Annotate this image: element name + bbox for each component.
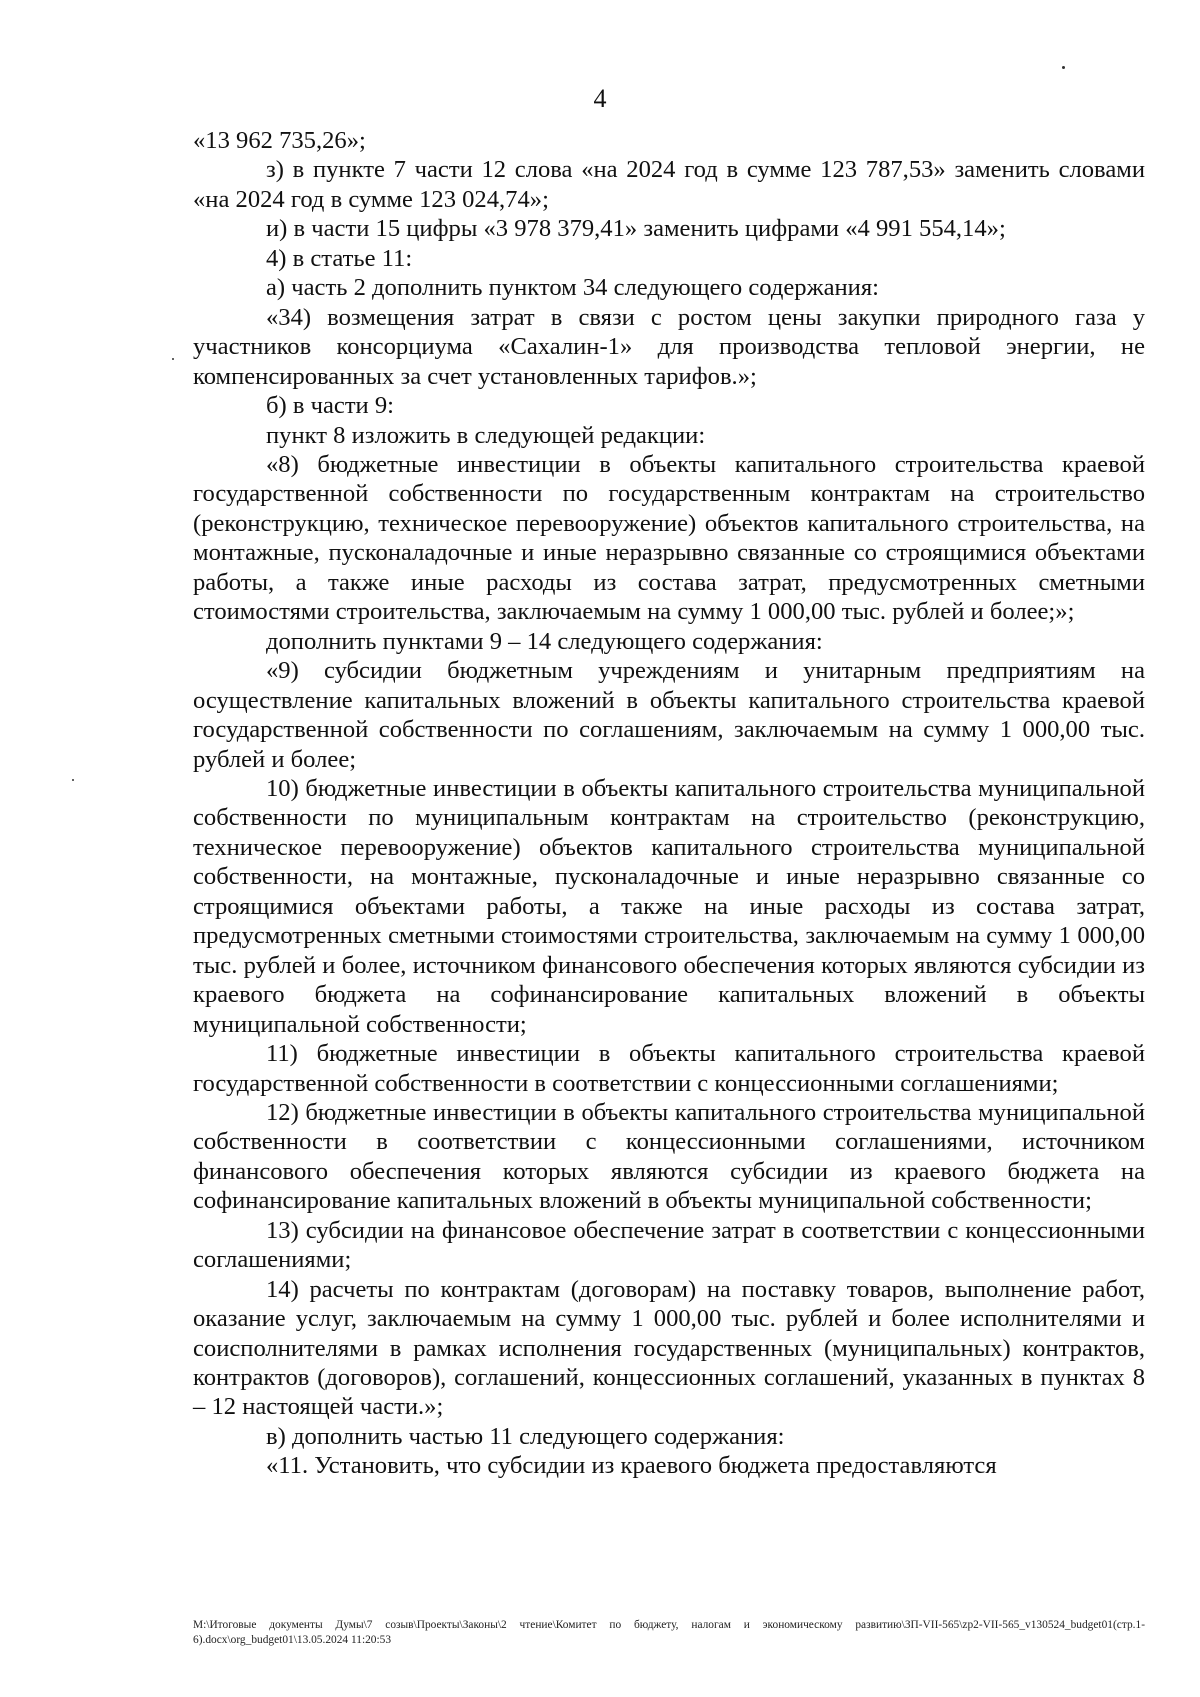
scan-speck [72, 779, 74, 781]
paragraph: дополнить пунктами 9 – 14 следующего содержания: [266, 627, 823, 655]
file-path-footer: M:\Итоговые документы Думы\7 созыв\Проекты\Законы\2 чтение\Комитет по бюджету, налогам и экономическому развитию\ЗП-VII-565\zp2-VII-565_v130524_budget01(стр.1-6).docx\org_budget01\13.05.2024 11:20:53 [193, 1619, 1145, 1646]
paragraph: 4) в статье 11: [266, 244, 413, 272]
paragraph: «8) бюджетные инвестиции в объекты капитального строительства краевой государственной собственности по государственным контрактам на строительство (реконструкцию, техническое перевооружение) объектов капитального строительства, на монтажные, пусконаладочные и иные неразрывно связанные со строящимися объектами работы, а также иные расходы из состава затрат, предусмотренных сметными стоимостями строительства, заключаемым на сумму 1 000,00 тыс. рублей и более;»; [193, 450, 1145, 626]
paragraph: и) в части 15 цифры «3 978 379,41» заменить цифрами «4 991 554,14»; [266, 215, 1006, 243]
paragraph: а) часть 2 дополнить пунктом 34 следующего содержания: [266, 274, 879, 302]
paragraph: «34) возмещения затрат в связи с ростом цены закупки природного газа у участников консорциума «Сахалин-1» для производства тепловой энергии, не компенсированных за счет установленных тарифов.»; [193, 303, 1145, 390]
paragraph: «11. Установить, что субсидии из краевого бюджета предоставляются [266, 1452, 997, 1480]
scan-speck [1062, 66, 1065, 69]
paragraph: 10) бюджетные инвестиции в объекты капитального строительства муниципальной собственности по муниципальным контрактам на строительство (реконструкцию, техническое перевооружение) объектов капитального строительства муниципальной собственности, на монтажные, пусконаладочные и иные неразрывно связанные со строящимися объектами работы, а также на иные расходы из состава затрат, предусмотренных сметными стоимостями строительства, заключаемым на сумму 1 000,00 тыс. рублей и более, источником финансового обеспечения которых являются субсидии из краевого бюджета на софинансирование капитальных вложений в объекты муниципальной собственности; [193, 774, 1145, 1038]
scan-speck [172, 358, 174, 360]
paragraph: «13 962 735,26»; [193, 127, 366, 154]
paragraph: 11) бюджетные инвестиции в объекты капитального строительства краевой государственной собственности в соответствии с концессионными соглашениями; [193, 1040, 1145, 1097]
paragraph: «9) субсидии бюджетным учреждениям и унитарным предприятиям на осуществление капитальных вложений в объекты капитального строительства краевой государственной собственности по соглашениям, заключаемым на сумму 1 000,00 тыс. рублей и более; [193, 657, 1145, 773]
paragraph: пункт 8 изложить в следующей редакции: [266, 421, 706, 449]
paragraph: 12) бюджетные инвестиции в объекты капитального строительства муниципальной собственности в соответствии с концессионными соглашениями, источником финансового обеспечения которых являются субсидии из краевого бюджета на софинансирование капитальных вложений в объекты муниципальной собственности; [193, 1098, 1145, 1215]
paragraph: в) дополнить частью 11 следующего содержания: [266, 1422, 785, 1450]
page-number: 4 [593, 84, 607, 113]
paragraph: 13) субсидии на финансовое обеспечение затрат в соответствии с концессионными соглашениями; [193, 1216, 1145, 1274]
paragraph: з) в пункте 7 части 12 слова «на 2024 год в сумме 123 787,53» заменить словами «на 2024 год в сумме 123 024,74»; [193, 156, 1145, 213]
paragraph: 14) расчеты по контрактам (договорам) на поставку товаров, выполнение работ, оказание услуг, заключаемым на сумму 1 000,00 тыс. рублей и более исполнителями и соисполнителями в рамках исполнения государственных (муниципальных) контрактов, контрактов (договоров), соглашений, концессионных соглашений, указанных в пунктах 8 – 12 настоящей части.»; [193, 1275, 1145, 1421]
paragraph: б) в части 9: [266, 392, 395, 420]
document-body [193, 126, 1145, 1481]
